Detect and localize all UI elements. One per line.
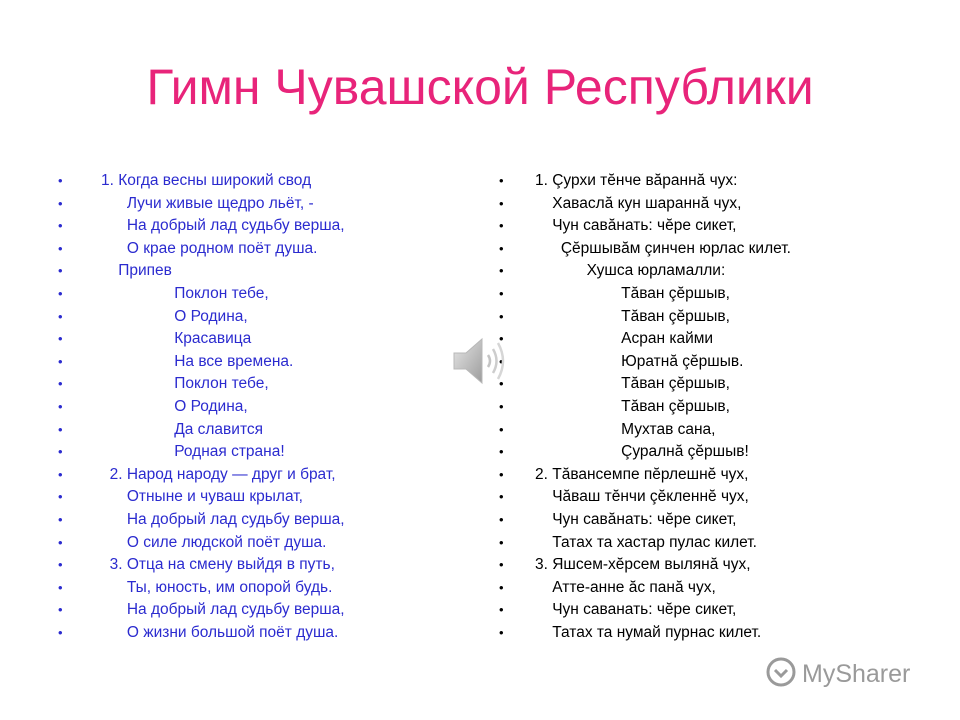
bullet: •	[58, 376, 63, 392]
page-title: Гимн Чувашской Республики	[146, 59, 814, 115]
chuvash-lyrics-text: Атте-анне ăс панă чух,	[535, 578, 716, 596]
russian-lyrics-line	[0, 283, 470, 306]
bullet: •	[58, 602, 63, 618]
russian-lyrics-text: Отныне и чуваш крылат,	[101, 488, 303, 506]
russian-lyrics-text: 2. Народ народу — друг и брат,	[101, 465, 336, 483]
chuvash-lyrics-line	[480, 351, 950, 374]
bullet: •	[58, 398, 63, 414]
chuvash-lyrics-line	[480, 215, 950, 238]
bullet: •	[499, 489, 504, 505]
russian-lyrics-line	[0, 306, 470, 329]
bullet: •	[58, 218, 63, 234]
chuvash-lyrics-line	[480, 441, 950, 464]
mysharer-logo-icon	[766, 657, 796, 692]
bullet: •	[58, 353, 63, 369]
russian-lyrics-text: О жизни большой поёт душа.	[101, 623, 339, 641]
speaker-icon[interactable]	[452, 334, 510, 388]
chuvash-lyrics-text: Тăван çĕршыв,	[535, 284, 730, 302]
russian-lyrics-text: На добрый лад судьбу верша,	[101, 217, 345, 235]
chuvash-lyrics-line	[480, 464, 950, 487]
bullet: •	[499, 353, 504, 369]
russian-lyrics-text: Родная страна!	[101, 443, 285, 461]
russian-lyrics-line	[0, 193, 470, 216]
russian-lyrics-list	[0, 170, 470, 644]
russian-lyrics-text: На все времена.	[101, 352, 294, 370]
russian-lyrics-line	[0, 464, 470, 487]
russian-lyrics-text: Да славится	[101, 420, 264, 438]
bullet: •	[58, 624, 63, 640]
russian-lyrics-line	[0, 441, 470, 464]
russian-lyrics-line	[0, 215, 470, 238]
bullet: •	[499, 602, 504, 618]
chuvash-lyrics-text: Чăваш тĕнчи çĕкленнĕ чух,	[535, 488, 749, 506]
russian-lyrics-line	[0, 396, 470, 419]
russian-lyrics-line	[0, 260, 470, 283]
bullet: •	[499, 285, 504, 301]
chuvash-lyrics-line	[480, 283, 950, 306]
bullet: •	[58, 263, 63, 279]
russian-lyrics-text: О Родина,	[101, 307, 248, 325]
bullet: •	[58, 466, 63, 482]
chuvash-lyrics-line	[480, 599, 950, 622]
chuvash-lyrics-line	[480, 260, 950, 283]
russian-lyrics-text: О крае родном поёт душа.	[101, 239, 318, 257]
chuvash-lyrics-text: Мухтав сана,	[535, 420, 716, 438]
bullet: •	[499, 398, 504, 414]
chuvash-lyrics-text: Юратнă çĕршыв.	[535, 352, 744, 370]
chuvash-lyrics-text: Хаваслă кун шараннă чух,	[535, 194, 742, 212]
russian-lyrics-line	[0, 238, 470, 261]
watermark	[766, 657, 926, 691]
chuvash-lyrics-text: Тăван çĕршыв,	[535, 307, 730, 325]
chuvash-lyrics-text: 3. Яшсем-хĕрсем вылянă чух,	[535, 556, 751, 574]
bullet: •	[499, 263, 504, 279]
bullet: •	[58, 240, 63, 256]
russian-lyrics-line	[0, 577, 470, 600]
chuvash-lyrics-text: 2. Тăвансемпе пĕрлешнĕ чух,	[535, 465, 749, 483]
chuvash-lyrics-text: Чун савăнать: чĕре сикет,	[535, 510, 737, 528]
bullet: •	[499, 421, 504, 437]
russian-lyrics-line	[0, 170, 470, 193]
bullet: •	[58, 489, 63, 505]
chuvash-lyrics-text: Çĕршывăм çинчен юрлас килет.	[535, 239, 791, 257]
chuvash-lyrics-text: 1. Çурхи тĕнче вăраннă чух:	[535, 172, 738, 189]
bullet: •	[499, 557, 504, 573]
bullet: •	[499, 218, 504, 234]
chuvash-lyrics-list	[480, 170, 950, 644]
chuvash-lyrics-line	[480, 170, 950, 193]
russian-lyrics-line	[0, 486, 470, 509]
chuvash-lyrics-line	[480, 532, 950, 555]
bullet: •	[58, 421, 63, 437]
chuvash-lyrics-line	[480, 554, 950, 577]
bullet: •	[499, 195, 504, 211]
bullet: •	[499, 376, 504, 392]
bullet: •	[499, 308, 504, 324]
chuvash-lyrics-line	[480, 193, 950, 216]
chuvash-lyrics-line	[480, 419, 950, 442]
russian-lyrics-line	[0, 419, 470, 442]
bullet: •	[58, 285, 63, 301]
chuvash-lyrics-text: Чун савăнать: чĕре сикет,	[535, 217, 737, 235]
chuvash-lyrics-line	[480, 306, 950, 329]
chuvash-lyrics-line	[480, 577, 950, 600]
bullet: •	[499, 331, 504, 347]
bullet: •	[499, 579, 504, 595]
russian-lyrics-line	[0, 554, 470, 577]
bullet: •	[58, 557, 63, 573]
russian-lyrics-text: 1. Когда весны широкий свод	[101, 172, 312, 189]
chuvash-lyrics-line	[480, 396, 950, 419]
russian-lyrics-text: Поклон тебе,	[101, 375, 269, 393]
chuvash-lyrics-text: Чун саванать: чĕре сикет,	[535, 601, 737, 619]
chuvash-lyrics-text: Тăван çĕршыв,	[535, 375, 730, 393]
russian-lyrics-line	[0, 509, 470, 532]
chuvash-lyrics-line	[480, 486, 950, 509]
chuvash-lyrics-line	[480, 238, 950, 261]
chuvash-lyrics-text: Хушса юрламалли:	[535, 262, 726, 280]
russian-lyrics-text: Припев	[101, 262, 172, 280]
russian-lyrics-text: На добрый лад судьбу верша,	[101, 510, 345, 528]
russian-lyrics-text: О силе людской поёт душа.	[101, 533, 327, 551]
bullet: •	[58, 511, 63, 527]
russian-lyrics-line	[0, 599, 470, 622]
russian-lyrics-text: О Родина,	[101, 397, 248, 415]
bullet: •	[58, 579, 63, 595]
russian-lyrics-text: 3. Отца на смену выйдя в путь,	[101, 556, 335, 574]
russian-lyrics-text: На добрый лад судьбу верша,	[101, 601, 345, 619]
russian-lyrics-line	[0, 373, 470, 396]
bullet: •	[499, 624, 504, 640]
russian-lyrics-text: Красавица	[101, 330, 252, 348]
bullet: •	[499, 534, 504, 550]
bullet: •	[58, 173, 63, 188]
russian-lyrics-text: Ты, юность, им опорой будь.	[101, 578, 333, 596]
russian-lyrics-line	[0, 351, 470, 374]
bullet: •	[58, 195, 63, 211]
chuvash-lyrics-line	[480, 622, 950, 645]
russian-lyrics-line	[0, 532, 470, 555]
bullet: •	[499, 444, 504, 460]
chuvash-lyrics-line	[480, 373, 950, 396]
chuvash-lyrics-line	[480, 509, 950, 532]
bullet: •	[499, 173, 504, 188]
chuvash-lyrics-line	[480, 328, 950, 351]
russian-lyrics-line	[0, 622, 470, 645]
bullet: •	[58, 444, 63, 460]
chuvash-lyrics-text: Татах та хастар пулас килет.	[535, 533, 757, 551]
bullet: •	[499, 466, 504, 482]
bullet: •	[58, 331, 63, 347]
russian-lyrics-text: Лучи живые щедро льёт, -	[101, 194, 314, 212]
chuvash-lyrics-text: Тăван çĕршыв,	[535, 397, 730, 415]
bullet: •	[499, 240, 504, 256]
russian-lyrics-line	[0, 328, 470, 351]
chuvash-lyrics-text: Татах та нумай пурнас килет.	[535, 623, 762, 641]
bullet: •	[58, 534, 63, 550]
chuvash-lyrics-text: Çуралнă çĕршыв!	[535, 443, 749, 461]
chuvash-lyrics-text: Асран кайми	[535, 330, 714, 348]
russian-lyrics-text: Поклон тебе,	[101, 284, 269, 302]
watermark-text: MySharer	[802, 659, 911, 688]
bullet: •	[58, 308, 63, 324]
bullet: •	[499, 511, 504, 527]
